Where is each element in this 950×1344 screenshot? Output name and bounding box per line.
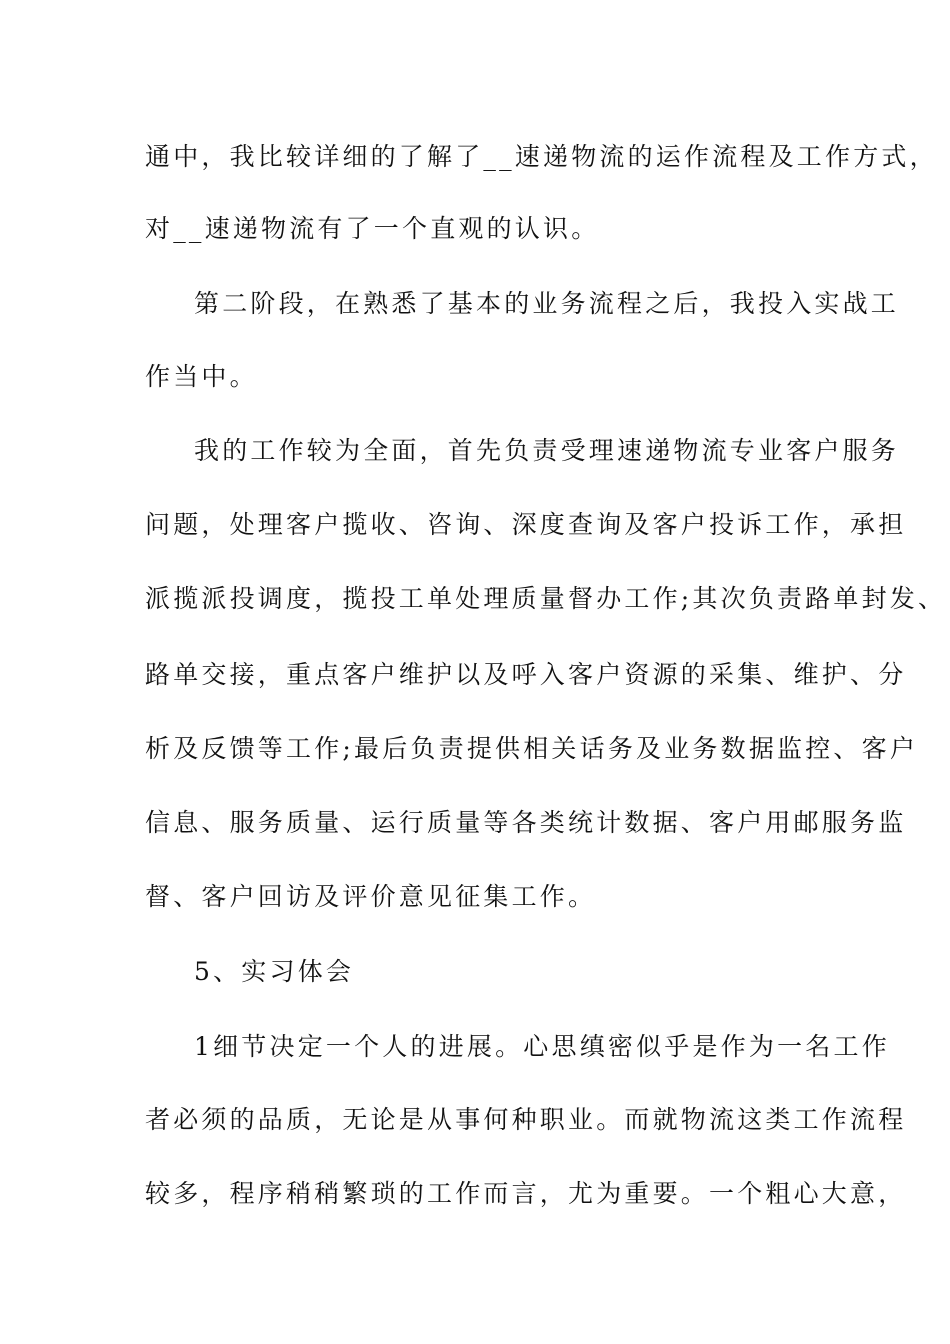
text-line-9: 析及反馈等工作;最后负责提供相关话务及业务数据监控、客户 (145, 734, 919, 763)
text-line-7: 派揽派投调度，揽投工单处理质量督办工作;其次负责路单封发、 (145, 584, 947, 613)
text-line-14: 者必须的品质，无论是从事何种职业。而就物流这类工作流程 (145, 1105, 907, 1134)
text-line-11: 督、客户回访及评价意见征集工作。 (145, 882, 597, 911)
section-heading: 5、实习体会 (194, 957, 355, 986)
text-line-4: 作当中。 (145, 362, 258, 391)
text-line-15: 较多，程序稍稍繁琐的工作而言，尤为重要。一个粗心大意， (145, 1179, 907, 1208)
text-line-5: 我的工作较为全面，首先负责受理速递物流专业客户服务 (194, 436, 900, 465)
text-line-8: 路单交接，重点客户维护以及呼入客户资源的采集、维护、分 (145, 660, 907, 689)
text-line-2: 对__速递物流有了一个直观的认识。 (145, 214, 600, 243)
text-line-3: 第二阶段，在熟悉了基本的业务流程之后，我投入实战工 (194, 289, 900, 318)
text-line-10: 信息、服务质量、运行质量等各类统计数据、客户用邮服务监 (145, 808, 907, 837)
text-line-1: 通中，我比较详细的了解了__速递物流的运作流程及工作方式， (145, 142, 938, 171)
text-line-6: 问题，处理客户揽收、咨询、深度查询及客户投诉工作，承担 (145, 510, 907, 539)
text-line-13: 1细节决定一个人的进展。心思缜密似乎是作为一名工作 (194, 1032, 890, 1061)
